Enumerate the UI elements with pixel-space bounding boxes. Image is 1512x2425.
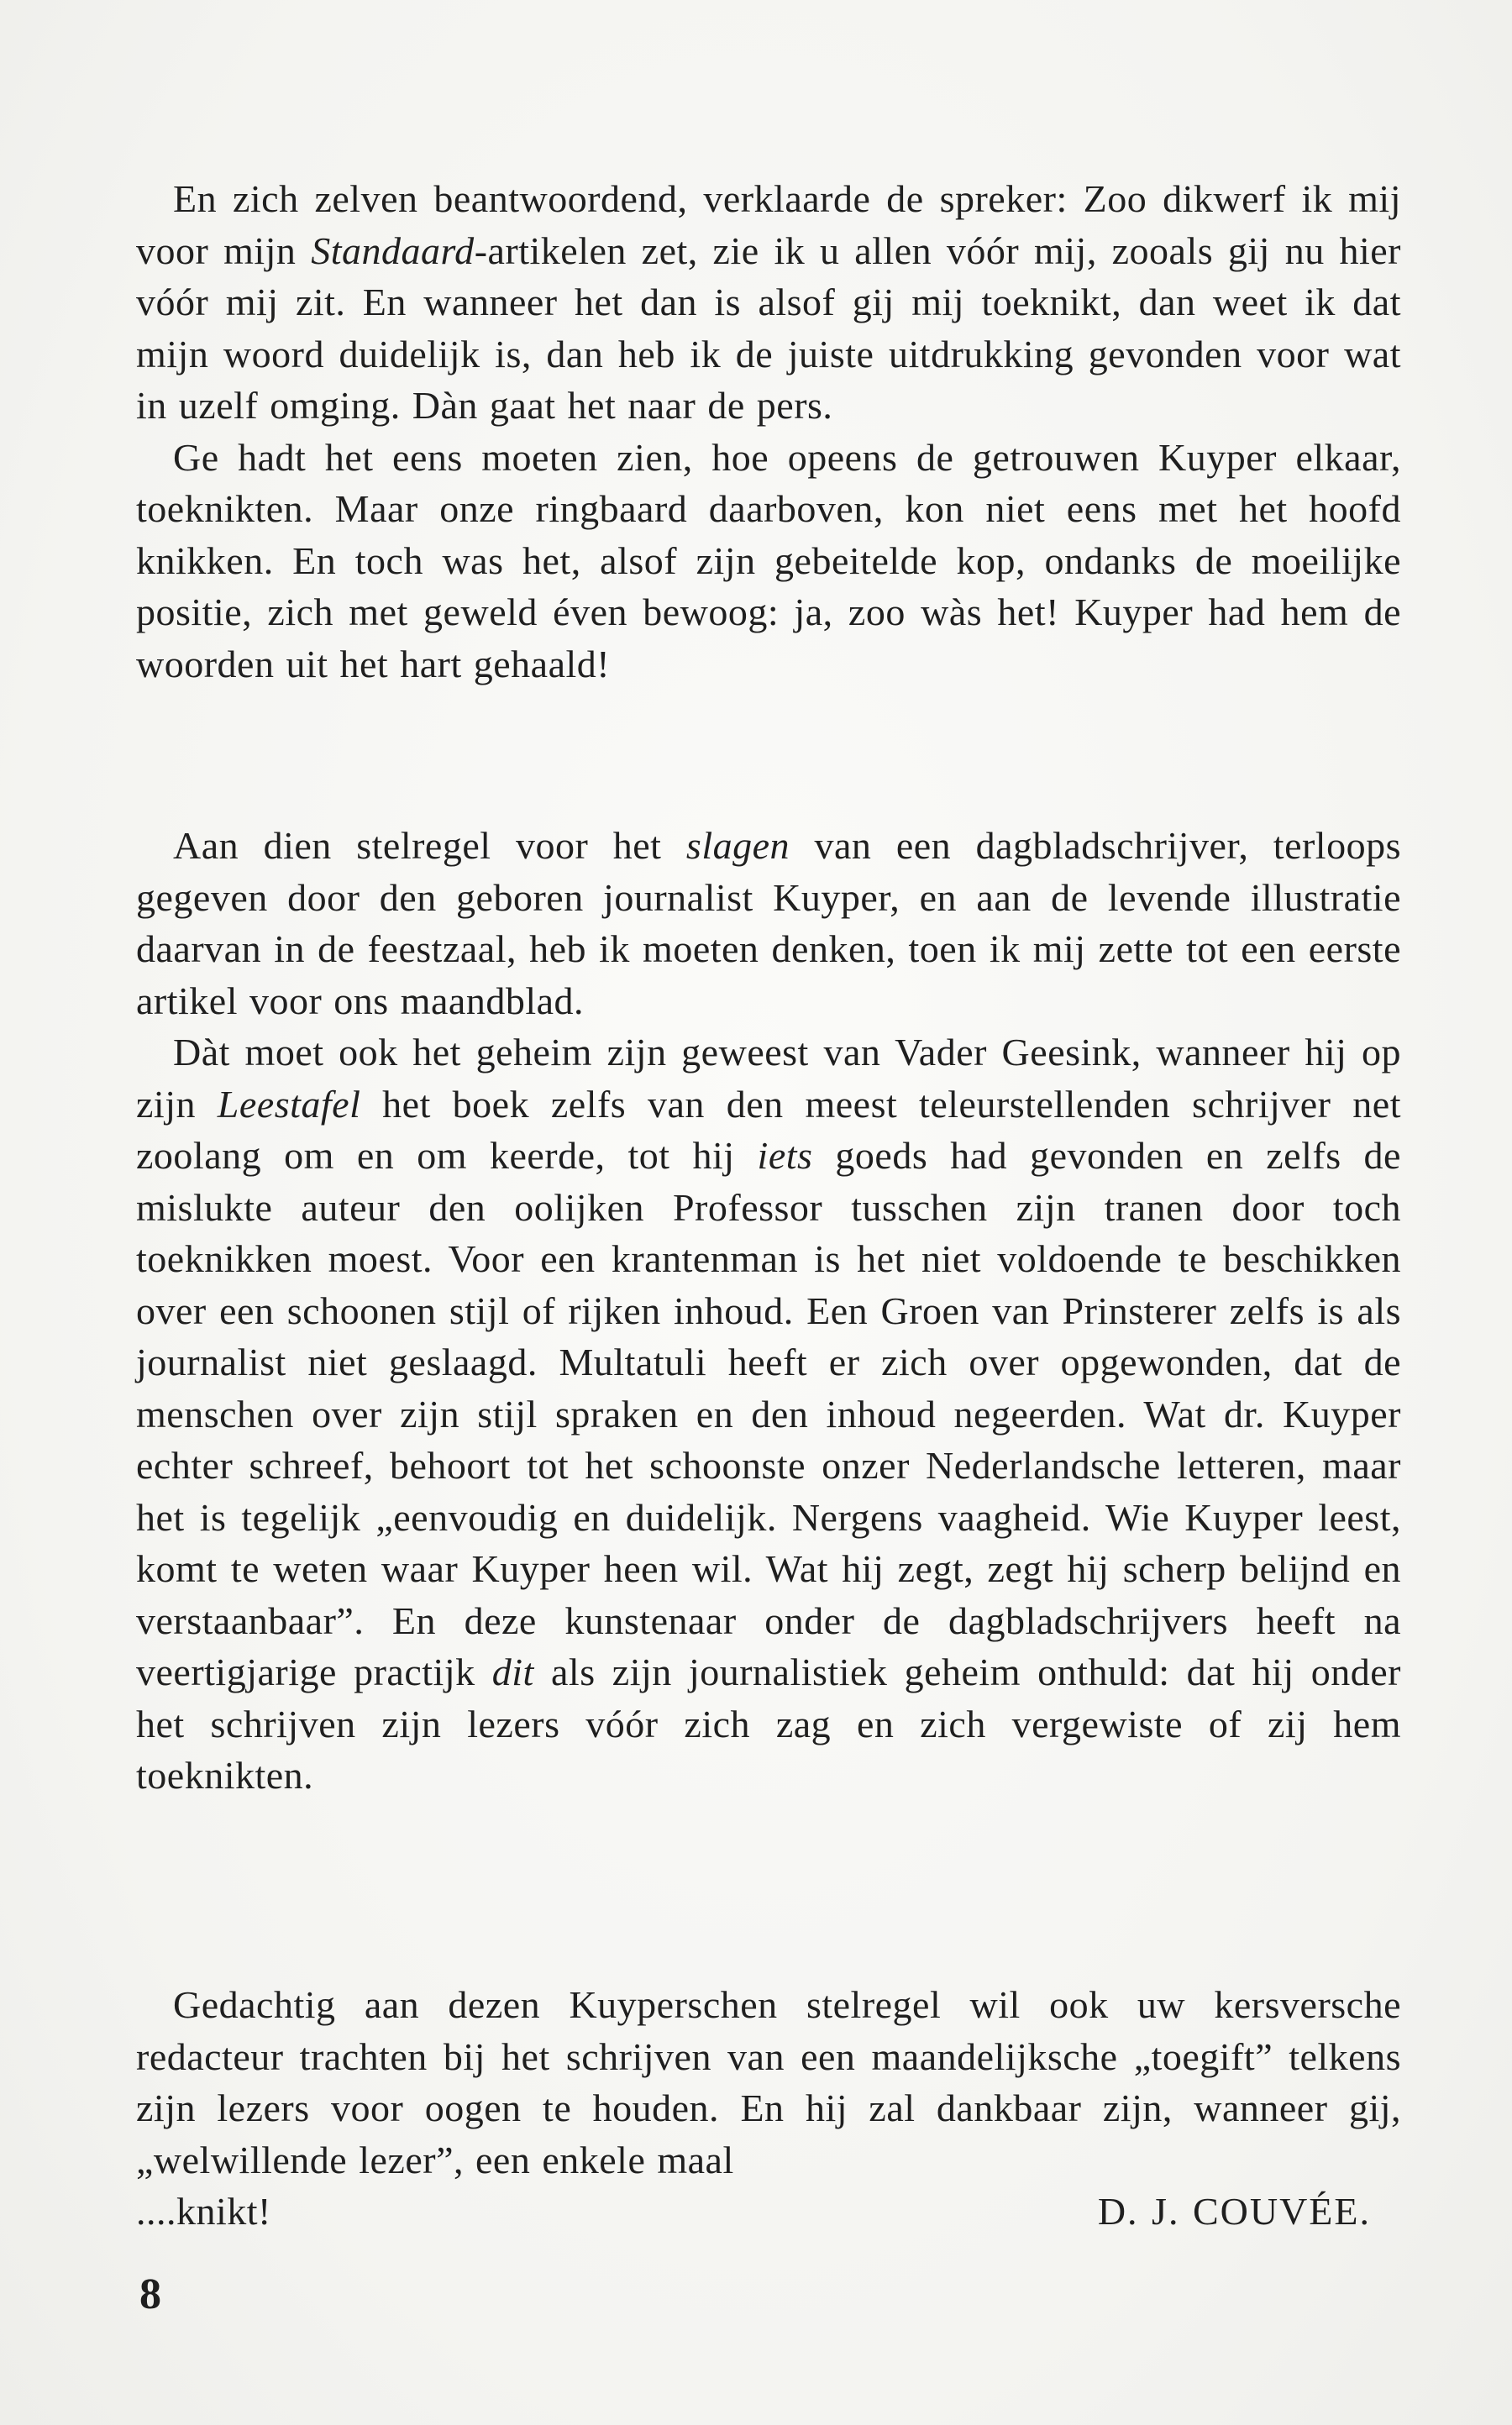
- text-run: Dàt moet ook het geheim zijn geweest van Vader Geesink, wanneer hij op zijn: [136, 1031, 1401, 1126]
- text-section-1: [136, 173, 1401, 690]
- text-run: En zich zelven beantwoordend, verklaarde de spreker: Zoo dikwerf ik mij voor mijn: [136, 177, 1401, 272]
- italic-leestafel: Leestafel: [217, 1082, 361, 1126]
- text-run: als zijn journalistiek geheim onthuld: dat hij onder het schrijven zijn lezers vóór zich zag en zich vergewiste of zij hem toeknikten.: [136, 1651, 1402, 1797]
- paragraph-speaker-answer: [136, 173, 1401, 432]
- closing-text: ....knikt!: [136, 2190, 271, 2233]
- text-run: goeds had gevonden en zelfs de mislukte auteur den oolijken Professor tusschen zijn tranen door toch toeknikken moest. Voor een krantenman is het niet voldoende te beschikken over een schoonen stijl of rijken inhoud. Een Groen van Prinsterer zelfs is als journalist niet geslaagd. Multatuli heeft er zich over opgewonden, dat de menschen over zijn stijl spraken en den inhoud negeerden. Wat dr. Kuyper echter schreef, behoort tot het schoonste onzer Nederlandsche letteren, maar het is tegelijk „eenvoudig en duidelijk. Nergens vaagheid. Wie Kuyper leest, komt te weten waar Kuyper heen wil. Wat hij zegt, zegt hij scherp belijnd en verstaanbaar”. En deze kunstenaar onder de dagbladschrijvers heeft na veertigjarige practijk: [136, 1134, 1401, 1693]
- italic-slagen: slagen: [685, 824, 790, 867]
- text-section-3: [136, 1979, 1401, 2238]
- text-run: -artikelen zet, zie ik u allen vóór mij, zooals gij nu hier vóór mij zit. En wanneer het dan is alsof gij mij toeknikt, dan weet ik dat mijn woord duidelijk is, dan heb ik de juiste uitdrukking gevonden voor wat in uzelf omging. Dàn gaat het naar de pers.: [136, 228, 1401, 427]
- paragraph-geesink: [136, 1026, 1401, 1802]
- text-section-2: [136, 820, 1401, 1802]
- text-run: van een dagbladschrijver, terloops gegeven door den geboren journalist Kuyper, en aan de levende illustratie daarvan in de feestzaal, heb ik moeten denken, toen ik mij zette tot een eerste artikel voor ons maandblad.: [136, 824, 1401, 1022]
- signature-line: [136, 2186, 1401, 2238]
- paragraph-redacteur: Gedachtig aan dezen Kuyperschen stelregel wil ook uw kersversche redacteur trachten bij het schrijven van een maandelijksche „toegift” telkens zijn lezers voor oogen te houden. En hij zal dankbaar zijn, wanneer gij, „welwillende lezer”, een enkele maal: [136, 1983, 1401, 2181]
- italic-dit: dit: [491, 1651, 534, 1693]
- italic-iets: iets: [757, 1134, 813, 1177]
- page-number: 8: [139, 2270, 161, 2318]
- italic-standaard: Standaard: [311, 228, 475, 272]
- paragraph-nodding: Ge hadt het eens moeten zien, hoe opeens de getrouwen Kuyper elkaar, toeknikten. Maar onze ringbaard daarboven, kon niet eens met het hoofd knikken. En toch was het, alsof zijn gebeitelde kop, ondanks de moeilijke positie, zich met geweld éven bewoog: ja, zoo wàs het! Kuyper had hem de woorden uit het hart gehaald!: [136, 435, 1401, 685]
- text-run: het boek zelfs van den meest teleurstellenden schrijver net zoolang om en om keerde, tot hij: [136, 1082, 1401, 1177]
- text-run: Aan dien stelregel voor het: [173, 824, 686, 867]
- author-signature: D. J. COUVÉE.: [1097, 2190, 1371, 2233]
- paragraph-stelregel: [136, 820, 1401, 1026]
